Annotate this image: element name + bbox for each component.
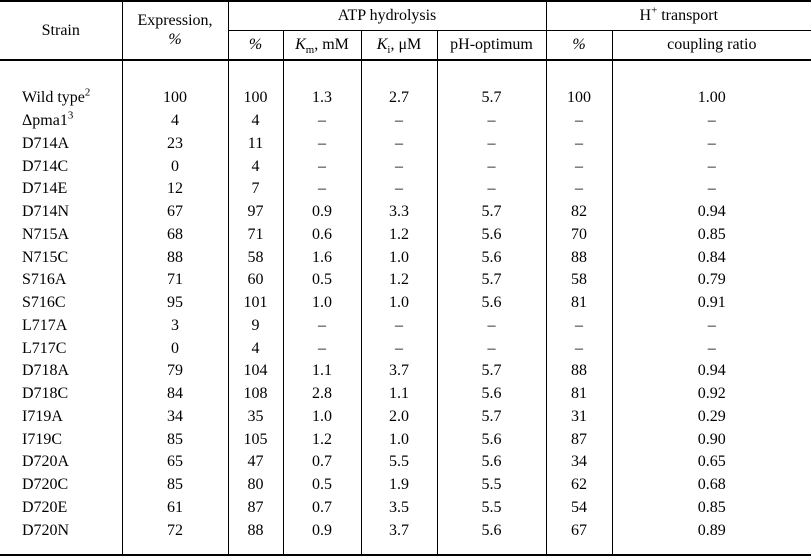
value-cell: – — [283, 315, 361, 338]
value-cell: 5.5 — [361, 451, 437, 474]
value-cell: 1.2 — [283, 428, 361, 451]
value-cell: 0.7 — [283, 497, 361, 520]
value-cell: 31 — [546, 406, 612, 429]
value-cell: 1.0 — [361, 246, 437, 269]
value-cell: 3.7 — [361, 519, 437, 542]
value-cell: – — [361, 315, 437, 338]
value-cell: 0.65 — [697, 453, 726, 471]
value-cell: 0 — [122, 337, 228, 360]
value-cell: 0.89 — [697, 521, 726, 539]
strain-footnote-marker: 3 — [67, 109, 74, 122]
header-row-groups — [0, 1, 811, 31]
strain-cell: S716A — [0, 269, 122, 292]
value-cell: 1.0 — [283, 292, 361, 315]
header-atp-percent: % — [228, 31, 283, 61]
value-cell: 4 — [228, 110, 283, 133]
value-cell: 87 — [546, 428, 612, 451]
strain-cell: L717A — [0, 315, 122, 338]
value-cell: 88 — [546, 360, 612, 383]
table-row — [0, 519, 811, 542]
strain-cell: $\Delta pma1^3$ — [0, 110, 122, 133]
value-cell: – — [361, 155, 437, 178]
value-cell: 1.0 — [361, 428, 437, 451]
strain-cell: D718A — [0, 360, 122, 383]
value-cell: 0.94 — [697, 362, 726, 380]
value-cell: 0.6 — [283, 224, 361, 247]
header-atp-hydrolysis-group: ATP hydrolysis — [228, 1, 546, 31]
strain-cell: N715C — [0, 246, 122, 269]
table-row — [0, 224, 811, 247]
header-h-transport-group — [546, 1, 811, 31]
value-cell: – — [707, 157, 716, 175]
header-ph-optimum: pH-optimum — [437, 31, 546, 61]
value-cell: 72 — [122, 519, 228, 542]
strain-cell: I719A — [0, 406, 122, 429]
value-cell: 0.68 — [697, 476, 726, 494]
value-cell: 97 — [228, 201, 283, 224]
value-cell: – — [707, 180, 716, 198]
value-cell: 61 — [122, 497, 228, 520]
table-row — [0, 451, 811, 474]
value-cell: 68 — [122, 224, 228, 247]
value-cell: – — [546, 133, 612, 156]
value-cell: 71 — [228, 224, 283, 247]
value-cell: – — [283, 155, 361, 178]
strain-cell: D714N — [0, 201, 122, 224]
value-cell: – — [437, 337, 546, 360]
value-cell: 0.9 — [283, 519, 361, 542]
table-row — [0, 474, 811, 497]
value-cell: 71 — [122, 269, 228, 292]
value-cell: 0.85 — [697, 225, 726, 243]
table-row — [0, 337, 811, 360]
header-ki: $K_i$, μM — [361, 31, 437, 61]
table-row — [0, 315, 811, 338]
value-cell: 0.29 — [697, 407, 726, 425]
header-strain: Strain — [0, 1, 122, 60]
strain-cell: D714C — [0, 155, 122, 178]
value-cell: 5.5 — [437, 474, 546, 497]
value-cell: – — [361, 133, 437, 156]
value-cell: 79 — [122, 360, 228, 383]
table-row — [0, 360, 811, 383]
value-cell: – — [283, 133, 361, 156]
table-row — [0, 406, 811, 429]
value-cell: 34 — [122, 406, 228, 429]
value-cell: 1.3 — [283, 87, 361, 110]
value-cell: 4 — [122, 110, 228, 133]
value-cell: 3.3 — [361, 201, 437, 224]
value-cell: 0.5 — [283, 269, 361, 292]
value-cell: 1.0 — [361, 292, 437, 315]
header-expression-line1: Expression, — [137, 12, 213, 30]
value-cell: 88 — [546, 246, 612, 269]
value-cell: 9 — [228, 315, 283, 338]
value-cell: 100 — [122, 87, 228, 110]
value-cell: 23 — [122, 133, 228, 156]
value-cell: – — [546, 315, 612, 338]
value-cell: 7 — [228, 178, 283, 201]
table-row — [0, 497, 811, 520]
value-cell: 62 — [546, 474, 612, 497]
value-cell: 0 — [122, 155, 228, 178]
value-cell: – — [437, 178, 546, 201]
value-cell: 5.7 — [437, 201, 546, 224]
value-cell: – — [437, 110, 546, 133]
strain-cell: D720N — [0, 519, 122, 542]
value-cell: 0.85 — [697, 498, 726, 516]
value-cell: 2.8 — [283, 383, 361, 406]
value-cell: 0.94 — [697, 203, 726, 221]
strain-cell: N715A — [0, 224, 122, 247]
table-row — [0, 155, 811, 178]
value-cell: – — [437, 315, 546, 338]
strain-cell: D720C — [0, 474, 122, 497]
value-cell: 0.9 — [283, 201, 361, 224]
value-cell: 5.6 — [437, 292, 546, 315]
value-cell: 5.6 — [437, 519, 546, 542]
table-row — [0, 269, 811, 292]
value-cell: 85 — [122, 428, 228, 451]
value-cell: 104 — [228, 360, 283, 383]
value-cell: – — [361, 110, 437, 133]
value-cell: 3.7 — [361, 360, 437, 383]
value-cell: 82 — [546, 201, 612, 224]
value-cell: – — [283, 110, 361, 133]
value-cell: 1.0 — [283, 406, 361, 429]
value-cell: 81 — [546, 292, 612, 315]
value-cell: 1.1 — [361, 383, 437, 406]
strain-cell: D714A — [0, 133, 122, 156]
value-cell: 67 — [122, 201, 228, 224]
value-cell: – — [437, 155, 546, 178]
strain-cell: S716C — [0, 292, 122, 315]
value-cell: – — [707, 134, 716, 152]
value-cell: 0.5 — [283, 474, 361, 497]
value-cell: – — [437, 133, 546, 156]
value-cell: 70 — [546, 224, 612, 247]
value-cell: – — [707, 112, 716, 130]
value-cell: 5.7 — [437, 360, 546, 383]
value-cell: – — [361, 178, 437, 201]
value-cell: 5.7 — [437, 87, 546, 110]
table-row — [0, 87, 811, 110]
table-row — [0, 133, 811, 156]
value-cell: 5.6 — [437, 451, 546, 474]
value-cell: 1.6 — [283, 246, 361, 269]
value-cell: 0.90 — [697, 430, 726, 448]
value-cell: 87 — [228, 497, 283, 520]
strain-cell: Wild type$^2$ — [0, 87, 122, 110]
value-cell: 95 — [122, 292, 228, 315]
value-cell: 101 — [228, 292, 283, 315]
value-cell: 35 — [228, 406, 283, 429]
value-cell: 4 — [228, 155, 283, 178]
value-cell: 100 — [228, 87, 283, 110]
value-cell: 58 — [228, 246, 283, 269]
value-cell: 65 — [122, 451, 228, 474]
strain-cell: D718C — [0, 383, 122, 406]
strain-cell: D720E — [0, 497, 122, 520]
value-cell: – — [707, 316, 716, 334]
header-coupling-ratio: coupling ratio — [612, 31, 811, 61]
value-cell: 5.6 — [437, 224, 546, 247]
value-cell: 88 — [122, 246, 228, 269]
value-cell: – — [546, 178, 612, 201]
value-cell: 67 — [546, 519, 612, 542]
value-cell: 12 — [122, 178, 228, 201]
value-cell: 85 — [122, 474, 228, 497]
value-cell: 100 — [546, 87, 612, 110]
header-transport-percent: % — [546, 31, 612, 61]
spacer-row-top — [0, 60, 811, 87]
strain-cell: D720A — [0, 451, 122, 474]
value-cell: 11 — [228, 133, 283, 156]
value-cell: 5.7 — [437, 269, 546, 292]
value-cell: 3.5 — [361, 497, 437, 520]
value-cell: 1.00 — [697, 89, 726, 107]
value-cell: – — [707, 339, 716, 357]
value-cell: 47 — [228, 451, 283, 474]
header-expression-line2: % — [168, 30, 182, 48]
value-cell: 58 — [546, 269, 612, 292]
value-cell: 5.6 — [437, 246, 546, 269]
strain-footnote-marker: 2 — [84, 87, 91, 100]
value-cell: 81 — [546, 383, 612, 406]
value-cell: 2.0 — [361, 406, 437, 429]
value-cell: 0.91 — [697, 294, 726, 312]
value-cell: 88 — [228, 519, 283, 542]
value-cell: 105 — [228, 428, 283, 451]
value-cell: 1.2 — [361, 224, 437, 247]
value-cell: – — [546, 110, 612, 133]
value-cell: 0.84 — [697, 248, 726, 266]
value-cell: 80 — [228, 474, 283, 497]
value-cell: 0.92 — [697, 385, 726, 403]
value-cell: 5.6 — [437, 383, 546, 406]
value-cell: 5.6 — [437, 428, 546, 451]
table-body — [0, 60, 811, 555]
value-cell: – — [283, 178, 361, 201]
value-cell: 0.79 — [697, 271, 726, 289]
value-cell: 1.9 — [361, 474, 437, 497]
value-cell: 84 — [122, 383, 228, 406]
strain-cell: I719C — [0, 428, 122, 451]
value-cell: 1.2 — [361, 269, 437, 292]
table-row — [0, 178, 811, 201]
h-transport-label: H+ transport — [639, 4, 719, 24]
table-header — [0, 1, 811, 60]
value-cell: 54 — [546, 497, 612, 520]
value-cell: – — [361, 337, 437, 360]
value-cell: 4 — [228, 337, 283, 360]
value-cell: 34 — [546, 451, 612, 474]
header-km: $K_m$, mM — [283, 31, 361, 61]
spacer-row-bottom — [0, 542, 811, 555]
table-row — [0, 292, 811, 315]
value-cell: – — [546, 337, 612, 360]
value-cell: 108 — [228, 383, 283, 406]
value-cell: 60 — [228, 269, 283, 292]
value-cell: – — [546, 155, 612, 178]
table-row — [0, 428, 811, 451]
value-cell: 3 — [122, 315, 228, 338]
value-cell: 5.7 — [437, 406, 546, 429]
table-row — [0, 110, 811, 133]
header-expression — [122, 1, 228, 60]
value-cell: 2.7 — [361, 87, 437, 110]
value-cell: – — [283, 337, 361, 360]
table-row — [0, 383, 811, 406]
value-cell: 0.7 — [283, 451, 361, 474]
table-row — [0, 246, 811, 269]
table-row — [0, 201, 811, 224]
value-cell: 1.1 — [283, 360, 361, 383]
value-cell: 5.5 — [437, 497, 546, 520]
strain-cell: L717C — [0, 337, 122, 360]
strain-cell: D714E — [0, 178, 122, 201]
